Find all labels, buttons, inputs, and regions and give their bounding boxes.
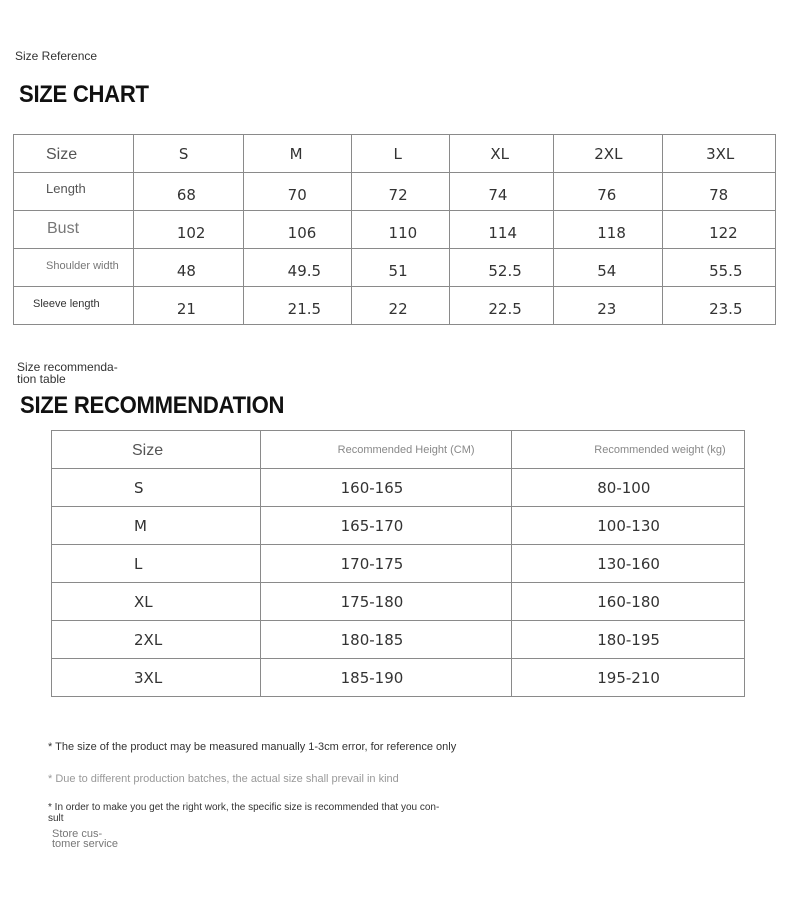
value-cell: 49.5 [243,249,351,287]
note-measurement-error: * The size of the product may be measured manually 1-3cm error, for reference only [48,741,457,753]
size-header-cell: XL [450,135,554,173]
size-cell: XL [52,583,261,621]
size-cell: 2XL [52,621,261,659]
height-cell: 185-190 [260,659,512,697]
size-header-cell: S [133,135,243,173]
row-label-cell: Sleeve length [14,287,134,325]
height-cell: 175-180 [260,583,512,621]
value-cell: 68 [133,173,243,211]
height-cell: 160-165 [260,469,512,507]
value-cell: 51 [351,249,450,287]
recommendation-label: Size recommenda- tion table [17,360,118,386]
value-cell: 70 [243,173,351,211]
height-cell: 180-185 [260,621,512,659]
size-cell: 3XL [52,659,261,697]
value-cell: 52.5 [450,249,554,287]
size-recommendation-table [51,430,745,697]
value-cell: 72 [351,173,450,211]
size-cell: M [52,507,261,545]
size-header-cell: M [243,135,351,173]
header-cell-size: Size [52,431,261,469]
value-cell: 21.5 [243,287,351,325]
size-chart-row-sleeve [14,287,776,325]
value-cell: 76 [554,173,663,211]
recommendation-row [52,545,745,583]
value-cell: 102 [133,211,243,249]
size-header-cell: 3XL [663,135,776,173]
note-consult: * In order to make you get the right work, the specific size is recommended that you con- sult [48,802,440,824]
recommendation-row [52,507,745,545]
height-cell: 165-170 [260,507,512,545]
size-reference-label: Size Reference [15,49,98,63]
value-cell: 48 [133,249,243,287]
value-cell: 114 [450,211,554,249]
size-chart-header-row [14,135,776,173]
value-cell: 110 [351,211,450,249]
note-production-batches: * Due to different production batches, the actual size shall prevail in kind [48,773,399,785]
value-cell: 106 [243,211,351,249]
header-cell-weight: Recommended weight (kg) [512,431,745,469]
recommendation-row [52,583,745,621]
value-cell: 55.5 [663,249,776,287]
value-cell: 74 [450,173,554,211]
recommendation-title: SIZE RECOMMENDATION [20,392,285,419]
weight-cell: 160-180 [512,583,745,621]
size-header-cell: 2XL [554,135,663,173]
header-cell-height: Recommended Height (CM) [260,431,512,469]
size-chart-row-bust [14,211,776,249]
size-chart-header-label: Size [14,135,134,173]
size-cell: L [52,545,261,583]
weight-cell: 80-100 [512,469,745,507]
weight-cell: 100-130 [512,507,745,545]
value-cell: 54 [554,249,663,287]
recommendation-row [52,621,745,659]
recommendation-header-row [52,431,745,469]
value-cell: 118 [554,211,663,249]
value-cell: 22.5 [450,287,554,325]
recommendation-row [52,469,745,507]
height-cell: 170-175 [260,545,512,583]
value-cell: 21 [133,287,243,325]
size-chart-row-shoulder [14,249,776,287]
value-cell: 78 [663,173,776,211]
size-chart-title: SIZE CHART [19,81,149,108]
value-cell: 22 [351,287,450,325]
row-label-cell: Shoulder width [14,249,134,287]
weight-cell: 130-160 [512,545,745,583]
weight-cell: 195-210 [512,659,745,697]
size-header-cell: L [351,135,450,173]
store-customer-service: Store cus- tomer service [52,828,119,850]
row-label-cell: Bust [14,211,134,249]
value-cell: 23.5 [663,287,776,325]
size-chart-row-length [14,173,776,211]
size-cell: S [52,469,261,507]
weight-cell: 180-195 [512,621,745,659]
recommendation-row [52,659,745,697]
size-chart-table [13,134,776,325]
value-cell: 122 [663,211,776,249]
value-cell: 23 [554,287,663,325]
row-label-cell: Length [14,173,134,211]
